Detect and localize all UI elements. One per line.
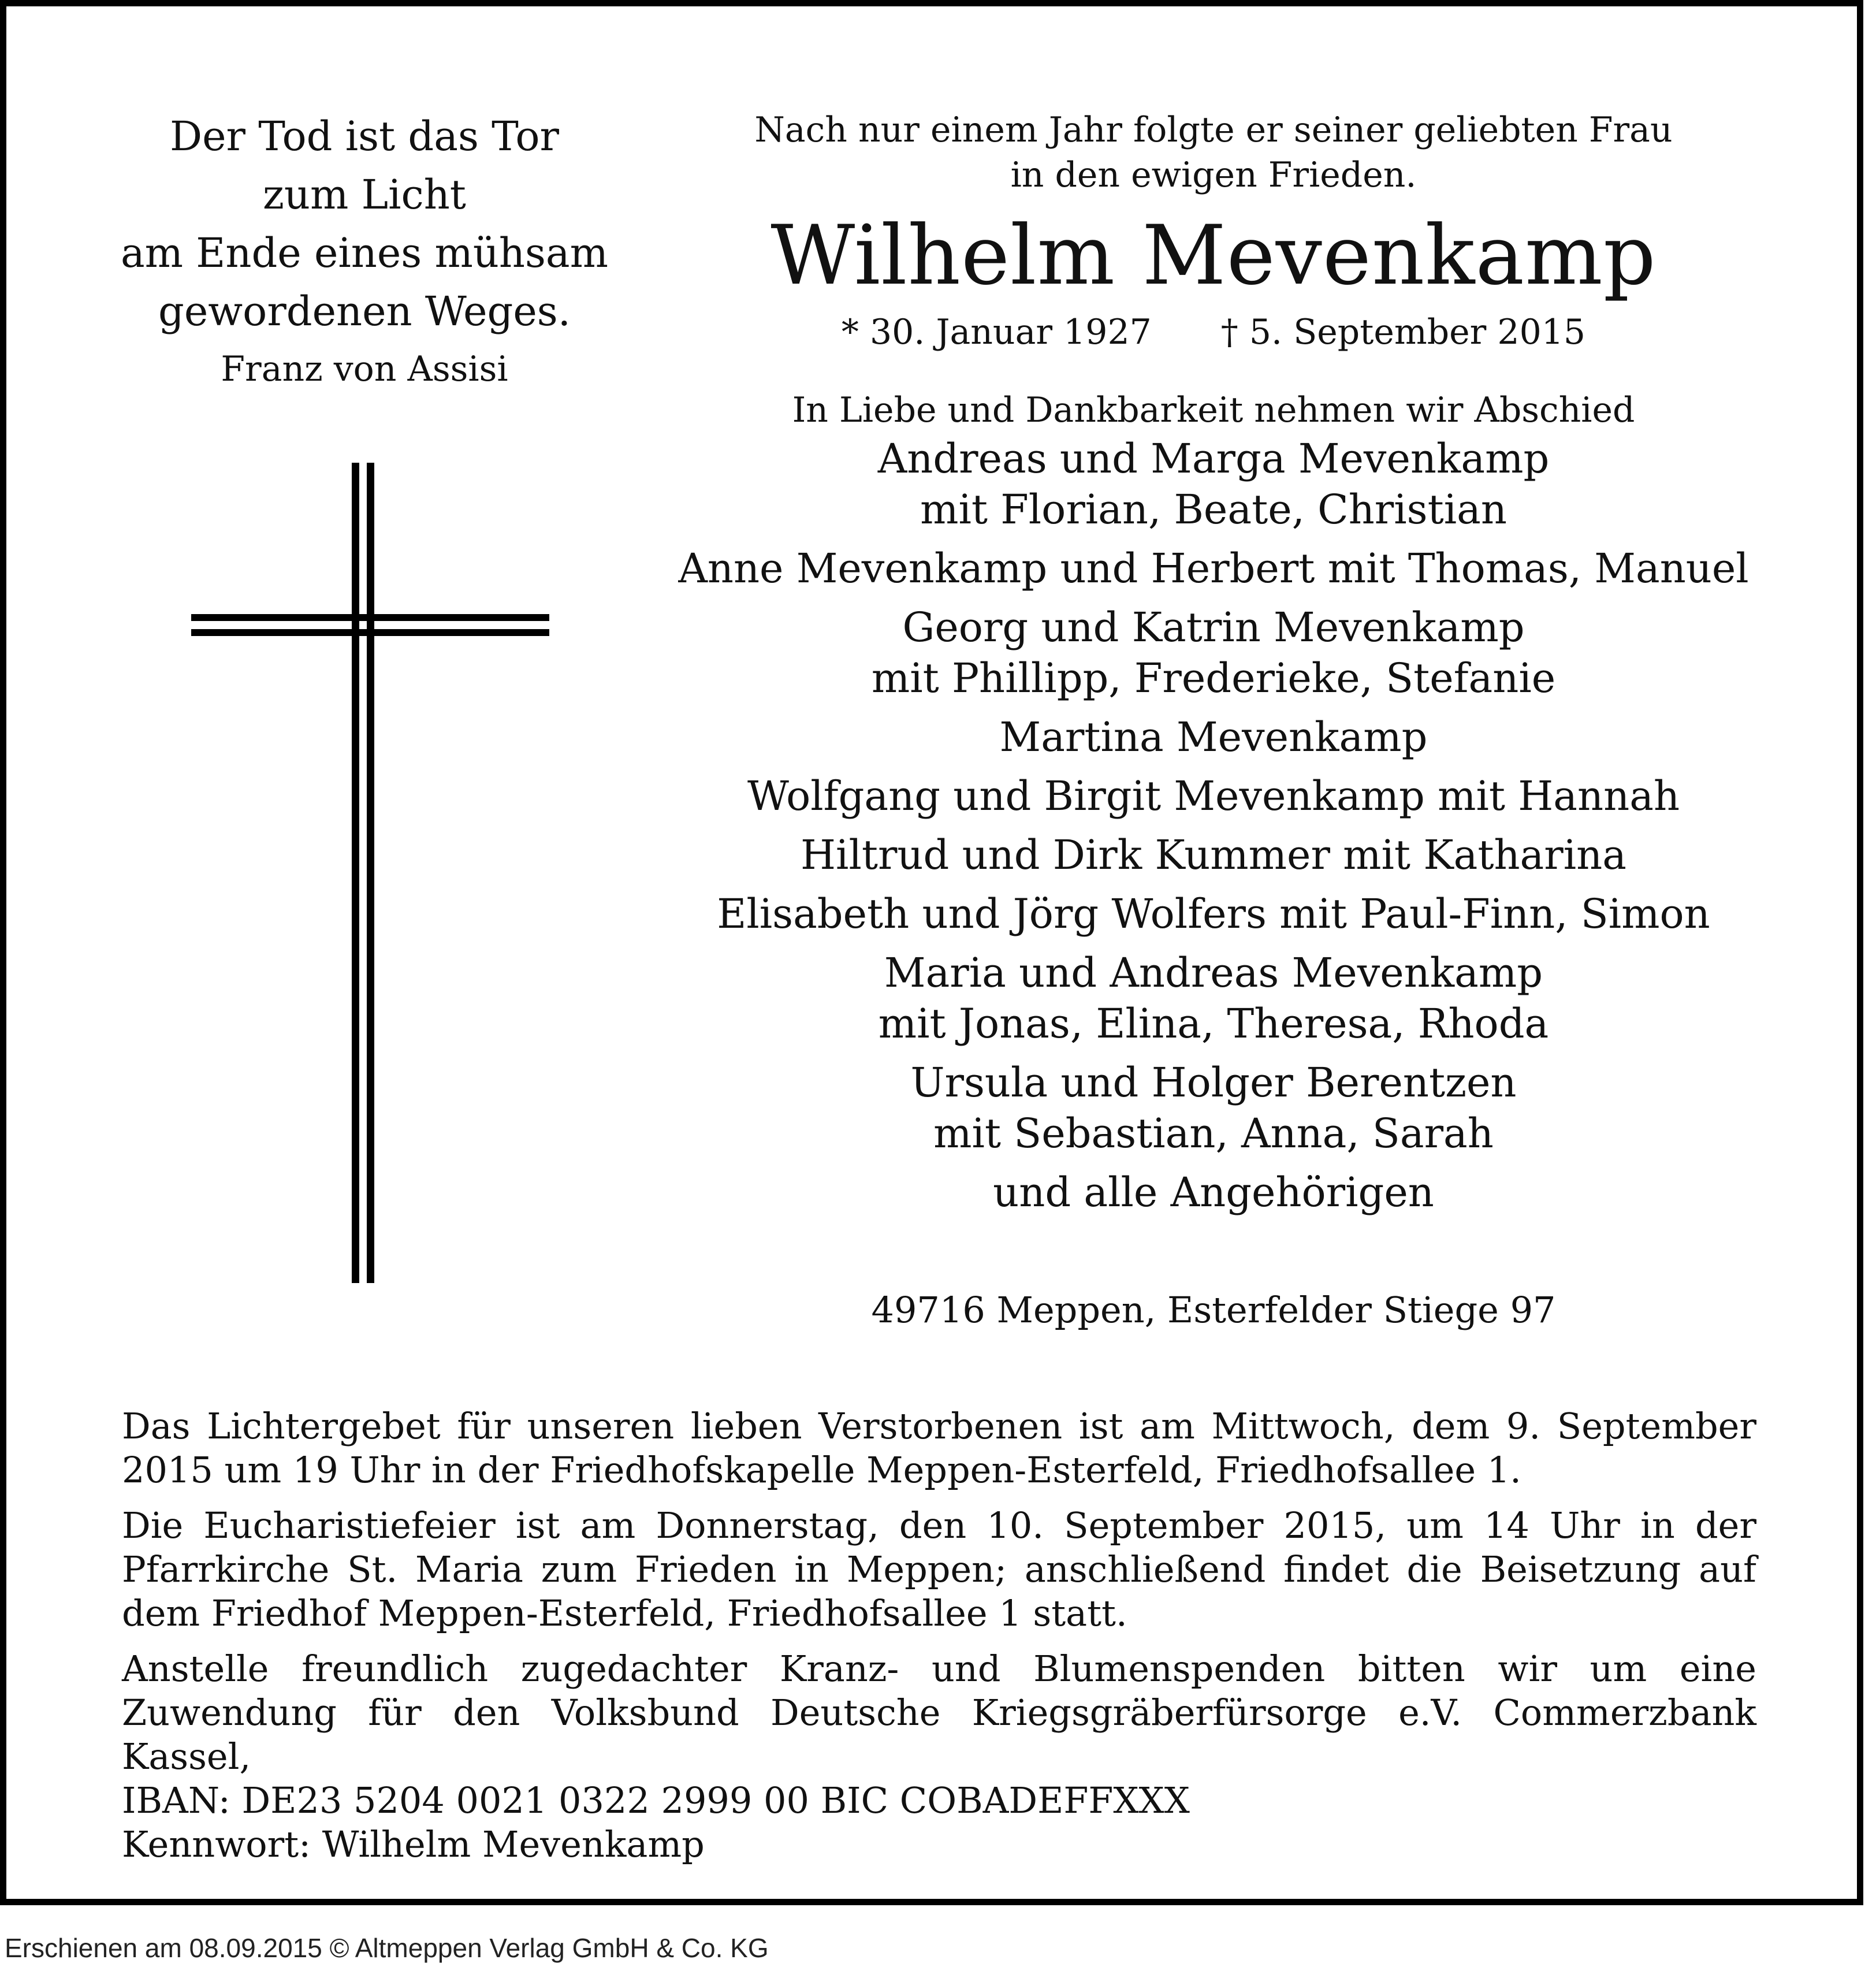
mourner-line: Elisabeth und Jörg Wolfers mit Paul-Finn, Simon	[717, 890, 1710, 938]
mourner-group	[665, 1167, 1762, 1218]
bank-details: IBAN: DE23 5204 0021 0322 2999 00 BIC COBADEFFXXX	[122, 1779, 1190, 1821]
quote-line: am Ende eines mühsam	[120, 229, 609, 277]
intro-line: Nach nur einem Jahr folgte er seiner geliebten Frau	[754, 110, 1673, 150]
publication-footer: Erschienen am 08.09.2015 © Altmeppen Verlag GmbH & Co. KG	[5, 1933, 769, 1963]
donation-keyword: Kennwort: Wilhelm Mevenkamp	[122, 1823, 705, 1865]
mourner-line: Ursula und Holger Berentzen	[910, 1059, 1517, 1106]
donation-text: Anstelle freundlich zugedachter Kranz- und Blumenspenden bitten wir um eine Zuwendung für den Volksbund Deutsche Kriegsgräberfürsorge e.V. Commerzbank Kassel,	[122, 1648, 1756, 1778]
quote-author: Franz von Assisi	[221, 349, 508, 389]
mourner-group	[665, 771, 1762, 821]
mourner-line: Maria und Andreas Mevenkamp	[884, 949, 1543, 997]
mourner-group	[665, 830, 1762, 880]
mourner-line: und alle Angehörigen	[993, 1169, 1434, 1216]
mourner-line: mit Phillipp, Frederieke, Stefanie	[871, 655, 1556, 702]
farewell-line: In Liebe und Dankbarkeit nehmen wir Abschied	[792, 390, 1635, 430]
service-details	[122, 1404, 1756, 1878]
quote-block	[93, 107, 636, 395]
mourner-line: Andreas und Marga Mevenkamp	[877, 435, 1550, 482]
mourner-line: mit Jonas, Elina, Theresa, Rhoda	[878, 1000, 1549, 1047]
mourner-line: Hiltrud und Dirk Kummer mit Katharina	[801, 831, 1626, 879]
quote-line: zum Licht	[263, 171, 466, 218]
mourner-group	[665, 947, 1762, 1049]
mourner-group	[665, 543, 1762, 594]
mourner-line: Anne Mevenkamp und Herbert mit Thomas, Manuel	[678, 545, 1749, 592]
mourner-line: Georg und Katrin Mevenkamp	[902, 604, 1525, 651]
mourner-group	[665, 888, 1762, 939]
mourner-line: mit Florian, Beate, Christian	[920, 486, 1507, 533]
quote-line: gewordenen Weges.	[158, 288, 571, 335]
quote-line: Der Tod ist das Tor	[170, 113, 559, 160]
main-column	[665, 107, 1762, 1333]
address: 49716 Meppen, Esterfelder Stiege 97	[871, 1289, 1556, 1331]
deceased-name: Wilhelm Mevenkamp	[770, 208, 1657, 303]
death-date: † 5. September 2015	[1220, 312, 1586, 352]
donation-paragraph	[122, 1647, 1756, 1867]
mourner-line: mit Sebastian, Anna, Sarah	[933, 1110, 1494, 1157]
mourner-group	[665, 712, 1762, 763]
intro-line: in den ewigen Frieden.	[1010, 155, 1417, 195]
cross-icon	[191, 463, 549, 1283]
mourner-group	[665, 602, 1762, 704]
birth-date: * 30. Januar 1927	[841, 312, 1152, 352]
mourner-group	[665, 1057, 1762, 1159]
mourner-line: Martina Mevenkamp	[999, 713, 1428, 761]
funeral-paragraph: Die Eucharistiefeier ist am Donnerstag, den 10. September 2015, um 14 Uhr in der Pfarrkirche St. Maria zum Frieden in Meppen; anschließend findet die Beisetzung auf dem Friedhof Meppen-Esterfeld, Friedhofsallee 1 statt.	[122, 1504, 1756, 1634]
mourner-group	[665, 433, 1762, 535]
mourner-line: Wolfgang und Birgit Mevenkamp mit Hannah	[747, 772, 1680, 820]
mourners-list	[665, 433, 1762, 1218]
life-dates	[665, 311, 1762, 354]
vigil-paragraph: Das Lichtergebet für unseren lieben Verstorbenen ist am Mittwoch, dem 9. September 2015 um 19 Uhr in der Friedhofskapelle Meppen-Esterfeld, Friedhofsallee 1.	[122, 1405, 1756, 1491]
